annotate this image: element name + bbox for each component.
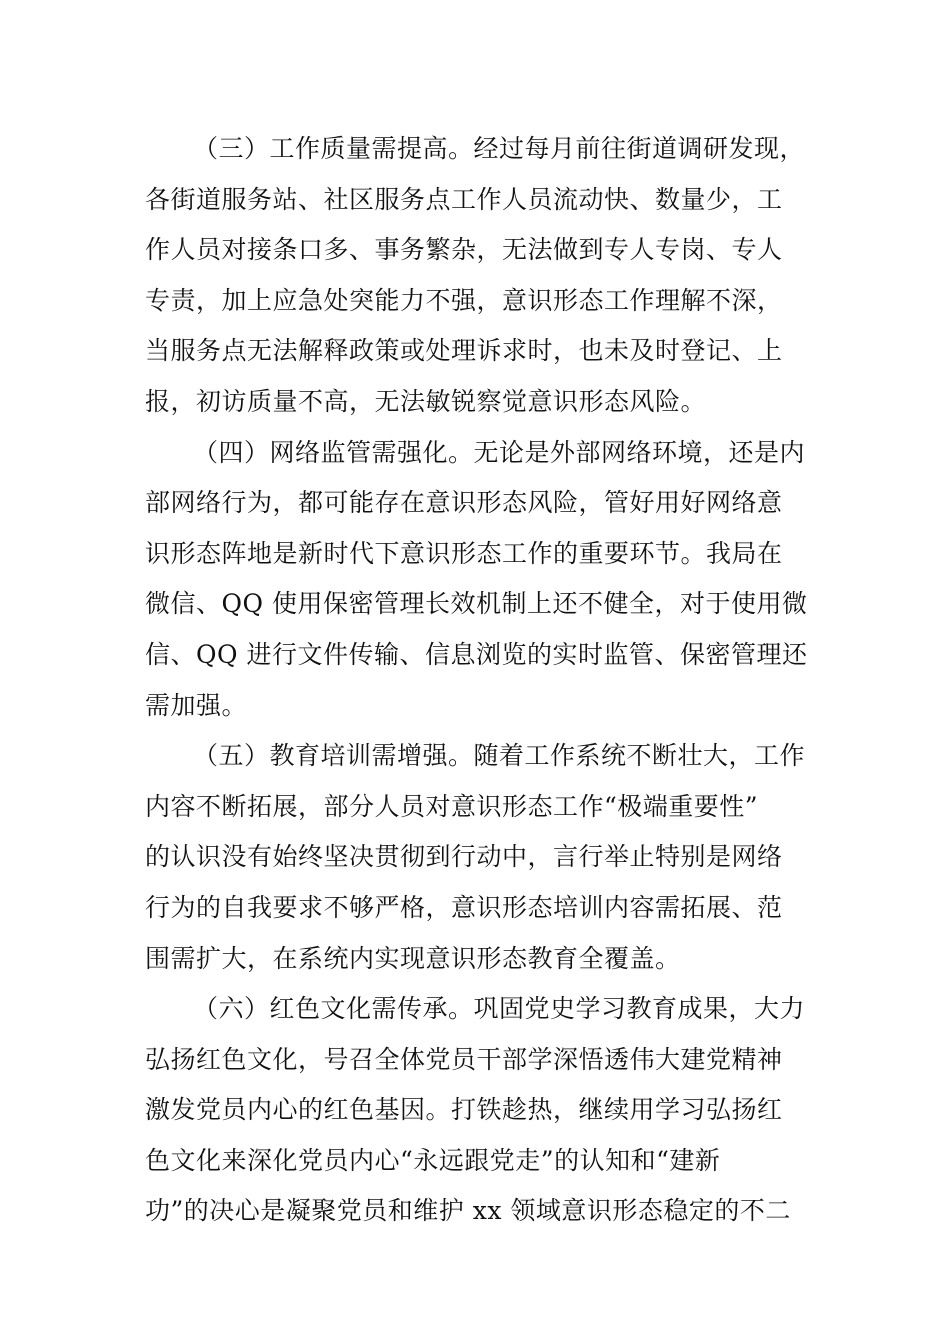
text-line: （四）网络监管需强化。无论是外部网络环境，还是内 xyxy=(193,437,806,467)
text-line: （六）红色文化需传承。巩固党史学习教育成果，大力 xyxy=(193,994,806,1024)
text-line: 识形态阵地是新时代下意识形态工作的重要环节。我局在 xyxy=(145,538,783,568)
text-line: 作人员对接条口多、事务繁杂，无法做到专人专岗、专人 xyxy=(145,235,783,265)
text-line: 各街道服务站、社区服务点工作人员流动快、数量少，工 xyxy=(145,184,783,214)
text-line: 围需扩大，在系统内实现意识形态教育全覆盖。 xyxy=(145,943,681,973)
text-line: 报，初访质量不高，无法敏锐察觉意识形态风险。 xyxy=(145,386,707,416)
text-line: 功”的决心是凝聚党员和维护 xx 领域意识形态稳定的不二 xyxy=(145,1196,791,1226)
text-line: 专责，加上应急处突能力不强，意识形态工作理解不深， xyxy=(145,285,783,315)
paragraph-5 xyxy=(145,731,807,984)
text-line: 当服务点无法解释政策或处理诉求时，也未及时登记、上 xyxy=(145,336,783,366)
paragraph-4 xyxy=(145,428,807,732)
paragraph-6 xyxy=(145,984,807,1237)
text-line: （三）工作质量需提高。经过每月前往街道调研发现， xyxy=(193,134,806,163)
text-line: 色文化来深化党员内心“永远跟党走”的认知和“建新 xyxy=(145,1145,721,1175)
text-line: 需加强。 xyxy=(145,690,248,720)
text-line: 弘扬红色文化，号召全体党员干部学深悟透伟大建党精神 xyxy=(145,1044,783,1074)
text-line: 部网络行为，都可能存在意识形态风险，管好用好网络意 xyxy=(145,488,783,518)
text-line: 信、QQ 进行文件传输、信息浏览的实时监管、保密管理还 xyxy=(145,639,807,669)
text-line: 激发党员内心的红色基因。打铁趁热，继续用学习弘扬红 xyxy=(145,1095,783,1125)
text-line: 行为的自我要求不够严格，意识形态培训内容需拓展、范 xyxy=(145,892,783,922)
paragraph-3 xyxy=(145,124,807,428)
text-line: （五）教育培训需增强。随着工作系统不断壮大，工作 xyxy=(193,741,806,771)
text-line: 内容不断拓展，部分人员对意识形态工作“极端重要性” xyxy=(145,791,759,821)
document-body xyxy=(145,124,807,1237)
text-line: 的认识没有始终坚决贯彻到行动中，言行举止特别是网络 xyxy=(145,842,783,872)
text-line: 微信、QQ 使用保密管理长效机制上还不健全，对于使用微 xyxy=(145,589,807,619)
